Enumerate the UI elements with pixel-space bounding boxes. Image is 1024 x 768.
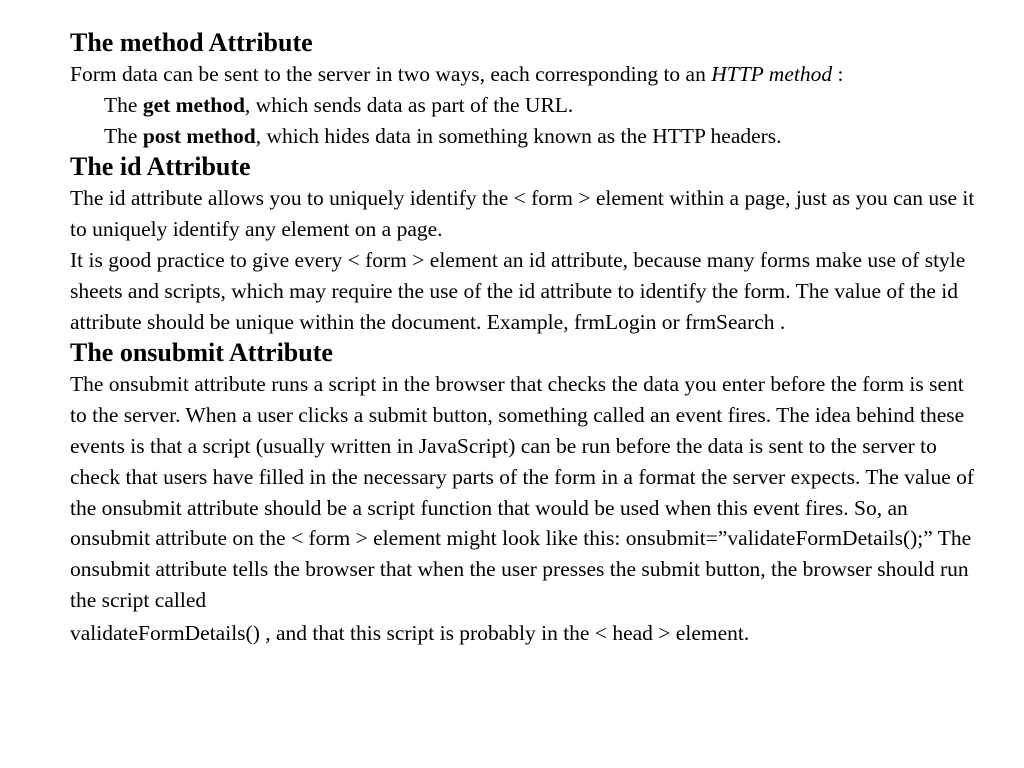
method-intro-end: : (832, 62, 844, 86)
post-method-prefix: The (104, 123, 143, 148)
document-page (70, 27, 980, 650)
post-method-term: post method (142, 123, 256, 148)
id-attribute-heading: The id Attribute (70, 152, 251, 182)
post-method-description: , which hides data in something known as the HTTP headers. (255, 123, 782, 148)
method-intro-text: Form data can be sent to the server in two ways, each corresponding to an (70, 62, 712, 86)
get-method-line (70, 90, 980, 121)
method-intro-paragraph (70, 59, 980, 90)
post-method-line (70, 121, 980, 152)
http-method-term: HTTP method (711, 62, 833, 86)
id-attribute-paragraph-2: It is good practice to give every < form > element an id attribute, because many forms make use of style sheets and scripts, which may require the use of the id attribute to identify the form. The value of the id attribute should be unique within the document. Example, frmLogin or frmSearch . (70, 247, 966, 334)
method-attribute-heading: The method Attribute (70, 28, 313, 57)
onsubmit-attribute-paragraph: The onsubmit attribute runs a script in the browser that checks the data you enter before the form is sent to the server. When a user clicks a submit button, something called an event fires. The idea behind these events is that a script (usually written in JavaScript) can be run before the data is sent to the server to check that users have filled in the necessary parts of the form in a format the server expects. The value of the onsubmit attribute should be a script function that would be used when this event fires. So, an onsubmit attribute on the < form > element might look like this: onsubmit=”validateFormDetails();” The onsubmit attribute tells the browser that when the user presses the submit button, the browser should run the script called (70, 372, 975, 612)
get-method-prefix: The (104, 92, 143, 117)
id-attribute-section (70, 151, 980, 337)
onsubmit-attribute-tail: validateFormDetails() , and that this script is probably in the < head > element. (70, 620, 750, 645)
method-attribute-section (70, 27, 980, 151)
onsubmit-attribute-section (70, 337, 980, 649)
get-method-description: , which sends data as part of the URL. (244, 92, 574, 117)
onsubmit-attribute-heading: The onsubmit Attribute (70, 338, 333, 368)
id-attribute-paragraph-1: The id attribute allows you to uniquely identify the < form > element within a page, just as you can use it to uniquely identify any element on a page. (70, 186, 975, 242)
get-method-term: get method (142, 92, 245, 117)
